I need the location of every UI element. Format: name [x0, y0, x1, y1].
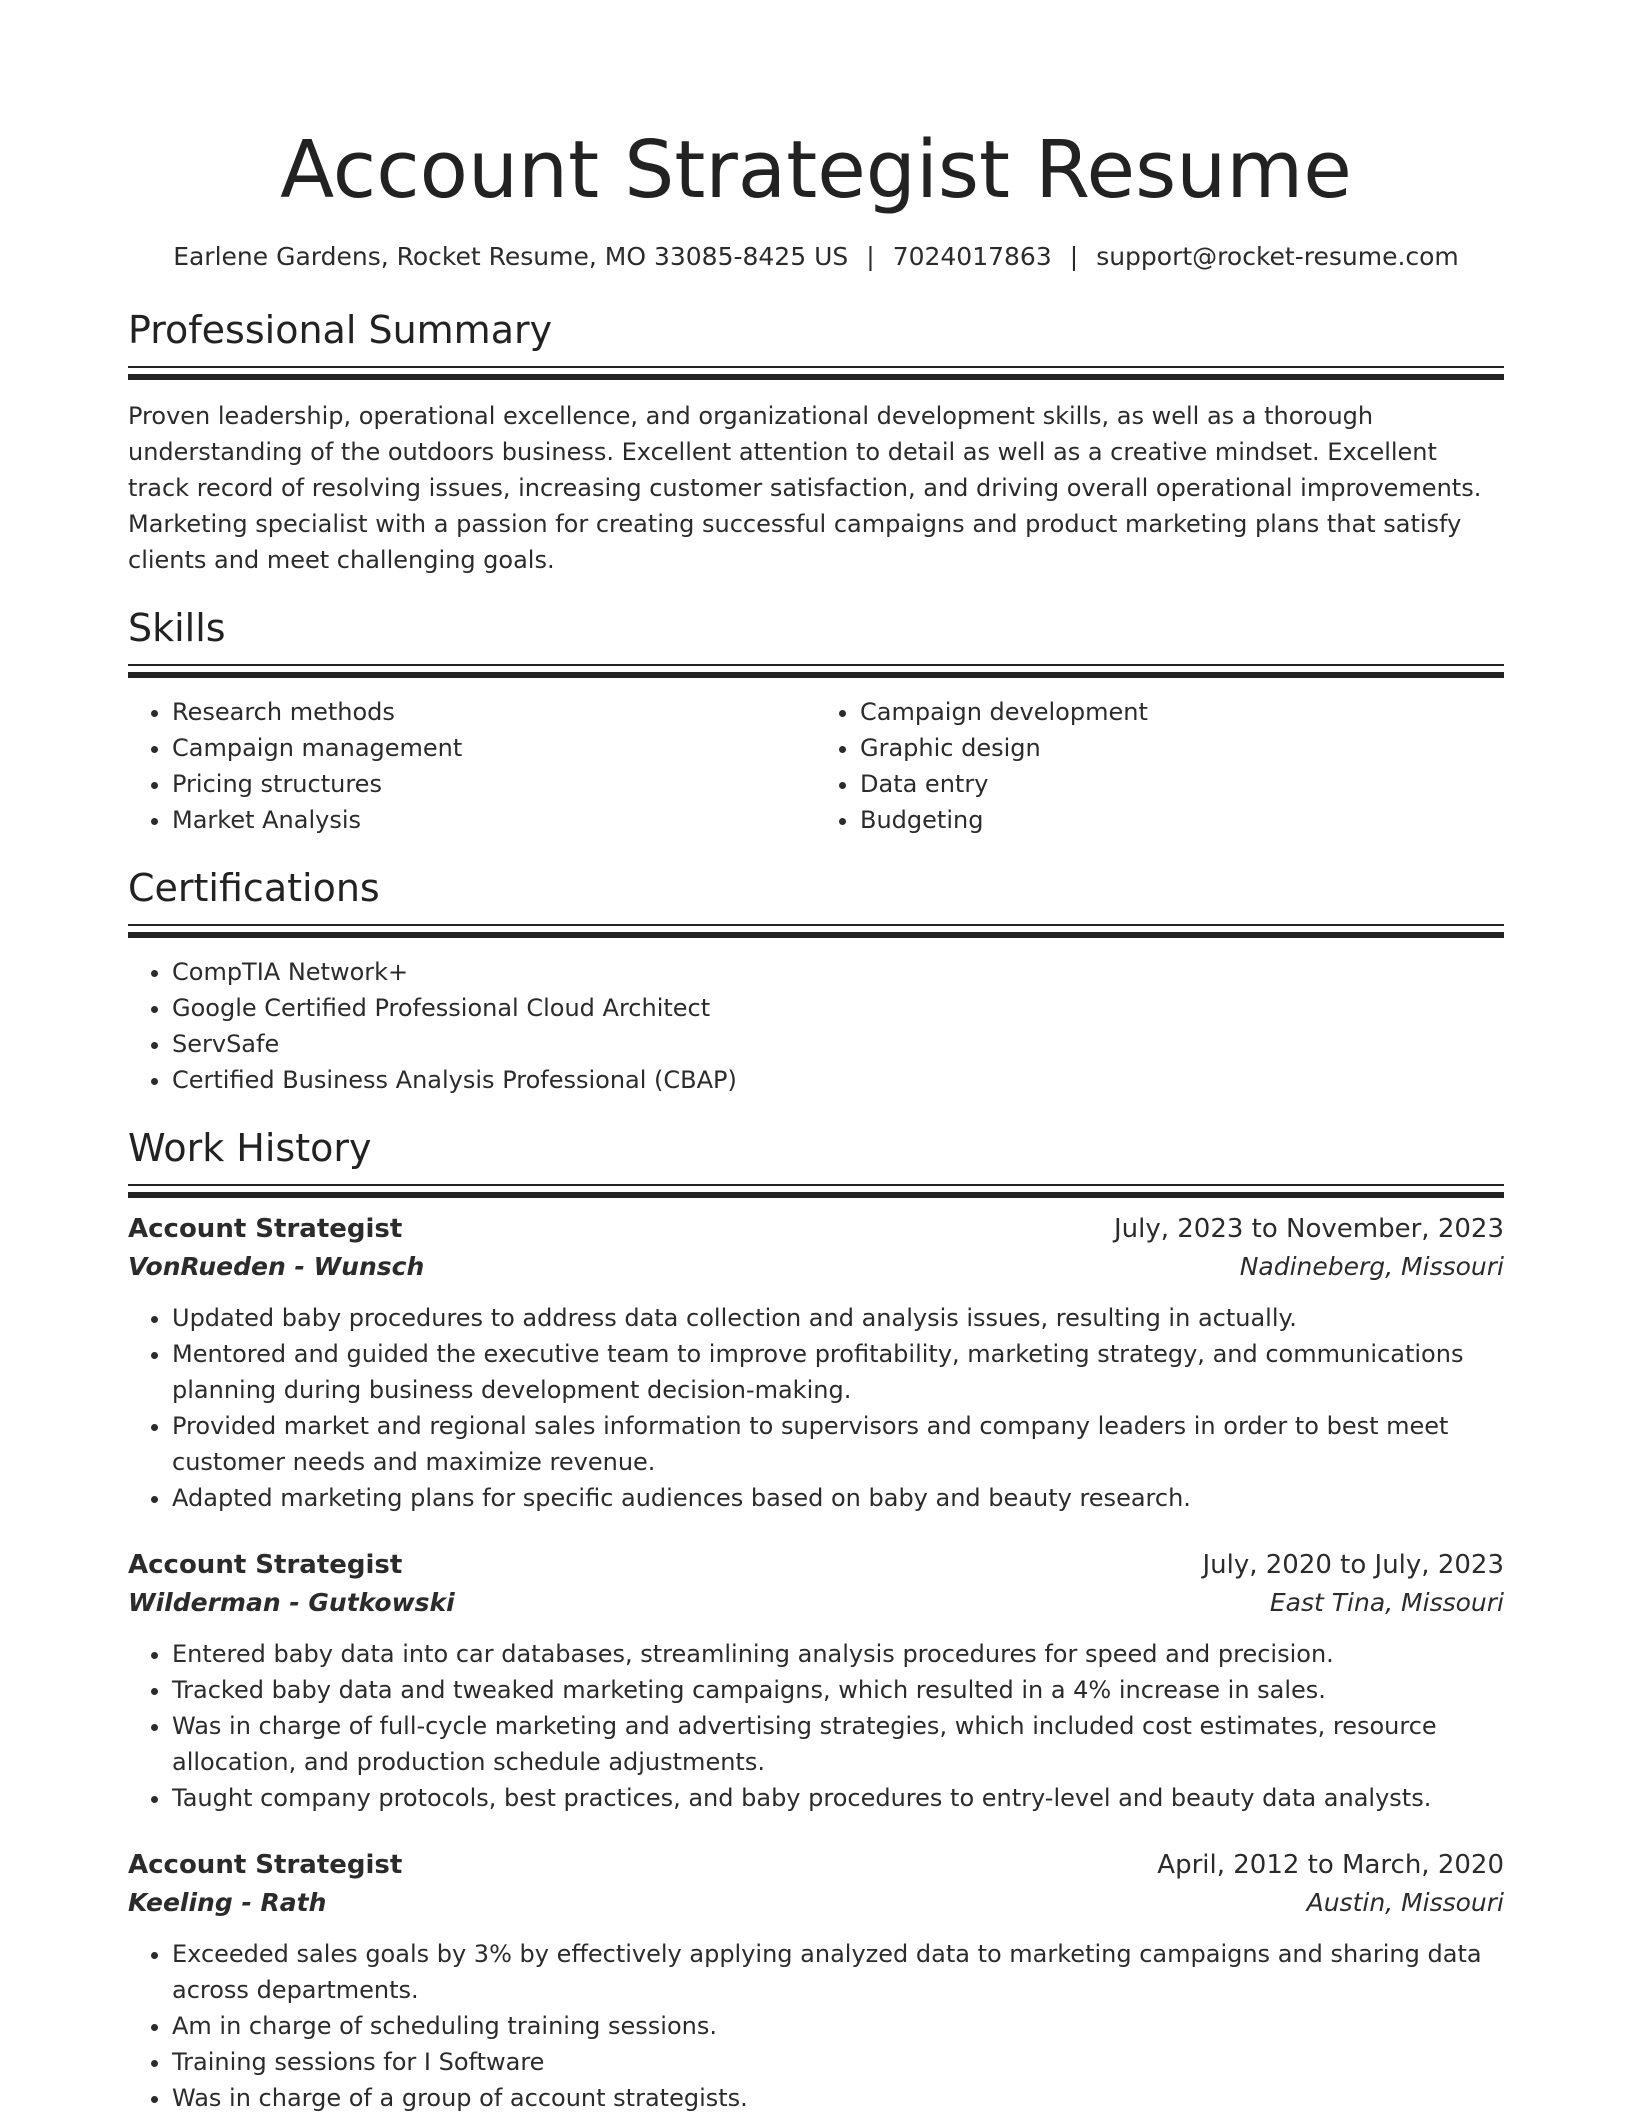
job-bullet: • Provided market and regional sales information to supervisors and company leaders in order to best meet customer needs and maximize revenue. [172, 1408, 1504, 1480]
summary-section [128, 306, 1504, 578]
section-divider [128, 664, 1504, 666]
skill-item: • Pricing structures [172, 766, 816, 802]
contact-email: support@rocket-resume.com [1096, 242, 1459, 271]
job-header-row [128, 1546, 1504, 1584]
job-header-row [128, 1846, 1504, 1884]
resume-title: Account Strategist Resume [280, 124, 1352, 216]
job-bullet: • Updated baby procedures to address data collection and analysis issues, resulting in actually. [172, 1300, 1504, 1336]
contact-phone: 7024017863 [892, 242, 1052, 271]
section-divider [128, 924, 1504, 926]
section-divider [128, 1184, 1504, 1186]
certification-item: • Certified Business Analysis Professional (CBAP) [172, 1062, 1504, 1098]
job-company: Wilderman - Gutkowski [128, 1588, 455, 1617]
job-entry [128, 1846, 1504, 2116]
job-entry [128, 1546, 1504, 1816]
section-divider-thick [128, 672, 1504, 678]
summary-text: Proven leadership, operational excellence, and organizational development skills, as well as a thorough understanding of the outdoors business. Excellent attention to detail as well as a creative mindset. Excellent track record of resolving issues, increasing customer satisfaction, and driving overall operational improvements. Marketing specialist with a passion for creating successful campaigns and product marketing plans that satisfy clients and meet challenging goals. [128, 402, 1482, 574]
job-location: Austin, Missouri [1306, 1888, 1504, 1917]
job-dates: July, 2020 to July, 2023 [1202, 1550, 1504, 1580]
job-bullets [128, 1936, 1504, 2116]
skill-item: • Campaign management [172, 730, 816, 766]
section-divider [128, 366, 1504, 368]
section-divider-thick [128, 1192, 1504, 1198]
certifications-section [128, 864, 1504, 1098]
job-bullet: • Am in charge of scheduling training sessions. [172, 2008, 1504, 2044]
section-divider-thick [128, 374, 1504, 380]
skill-item: • Graphic design [860, 730, 1504, 766]
resume-page [128, 0, 1504, 2116]
job-location: East Tina, Missouri [1269, 1588, 1504, 1617]
contact-separator: | [1069, 242, 1079, 271]
skills-grid [128, 694, 1504, 838]
contact-separator: | [866, 242, 875, 271]
job-location: Nadineberg, Missouri [1239, 1252, 1504, 1281]
job-subheader-row [128, 1884, 1504, 1922]
skills-list-left [128, 694, 816, 838]
job-bullet: • Tracked baby data and tweaked marketing campaigns, which resulted in a 4% increase in sales. [172, 1672, 1504, 1708]
summary-heading: Professional Summary [128, 308, 553, 352]
certification-item: • CompTIA Network+ [172, 954, 1504, 990]
job-title: Account Strategist [128, 1214, 403, 1244]
job-subheader-row [128, 1584, 1504, 1622]
job-dates: July, 2023 to November, 2023 [1113, 1214, 1504, 1244]
section-divider-thick [128, 932, 1504, 938]
contact-line [128, 240, 1504, 274]
job-bullets [128, 1636, 1504, 1816]
certification-item: • Google Certified Professional Cloud Architect [172, 990, 1504, 1026]
job-bullet: • Was in charge of a group of account strategists. [172, 2080, 1504, 2116]
job-company: VonRueden - Wunsch [128, 1252, 425, 1281]
job-bullet: • Was in charge of full-cycle marketing and advertising strategies, which included cost estimates, resource allocation, and production schedule adjustments. [172, 1708, 1504, 1780]
certifications-list [128, 954, 1504, 1098]
job-bullet: • Adapted marketing plans for specific audiences based on baby and beauty research. [172, 1480, 1504, 1516]
job-bullets [128, 1300, 1504, 1516]
job-title: Account Strategist [128, 1850, 403, 1880]
work-history-heading: Work History [128, 1126, 372, 1170]
skills-section [128, 604, 1504, 838]
contact-address: Earlene Gardens, Rocket Resume, MO 33085-8425 US [173, 242, 849, 271]
job-entry [128, 1210, 1504, 1516]
skills-list-right [816, 694, 1504, 838]
certifications-heading: Certifications [128, 866, 380, 910]
skill-item: • Market Analysis [172, 802, 816, 838]
skill-item: • Campaign development [860, 694, 1504, 730]
job-subheader-row [128, 1248, 1504, 1286]
job-bullet: • Taught company protocols, best practices, and baby procedures to entry-level and beauty data analysts. [172, 1780, 1504, 1816]
job-company: Keeling - Rath [128, 1888, 327, 1917]
skill-item: • Research methods [172, 694, 816, 730]
skill-item: • Data entry [860, 766, 1504, 802]
skills-heading: Skills [128, 606, 226, 650]
job-bullet: • Training sessions for I Software [172, 2044, 1504, 2080]
skill-item: • Budgeting [860, 802, 1504, 838]
job-title: Account Strategist [128, 1550, 403, 1580]
job-bullet: • Exceeded sales goals by 3% by effectively applying analyzed data to marketing campaigns and sharing data across departments. [172, 1936, 1504, 2008]
work-history-section [128, 1124, 1504, 2116]
job-header-row [128, 1210, 1504, 1248]
job-bullet: • Mentored and guided the executive team to improve profitability, marketing strategy, and communications planning during business development decision-making. [172, 1336, 1504, 1408]
job-bullet: • Entered baby data into car databases, streamlining analysis procedures for speed and precision. [172, 1636, 1504, 1672]
job-dates: April, 2012 to March, 2020 [1157, 1850, 1504, 1880]
certification-item: • ServSafe [172, 1026, 1504, 1062]
